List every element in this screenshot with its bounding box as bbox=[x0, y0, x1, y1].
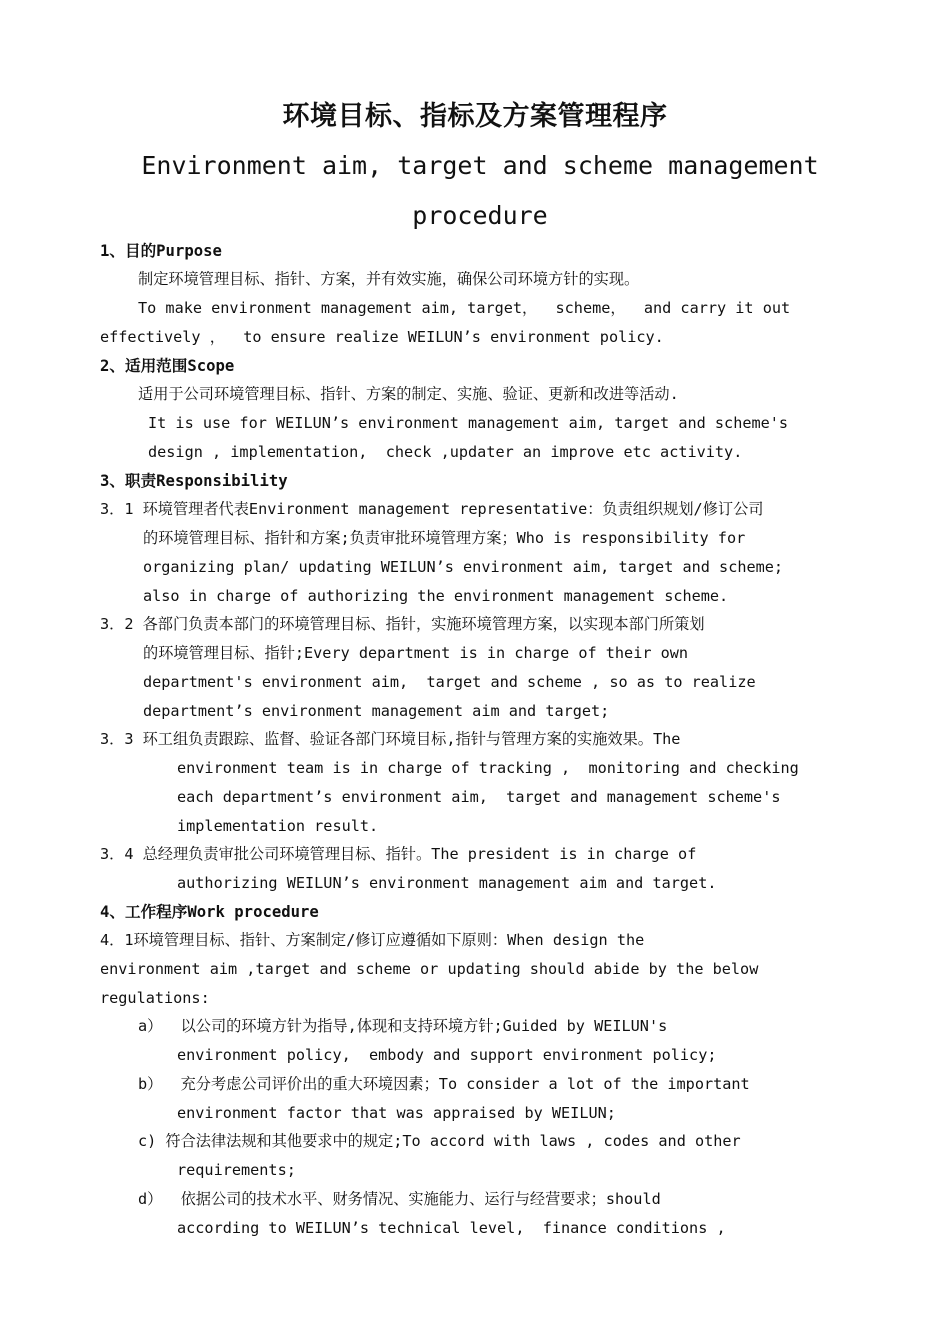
document-title-english-line-2: procedure bbox=[412, 201, 548, 230]
section-4-list-item: b） 充分考虑公司评价出的重大环境因素；To consider a lot of the important bbox=[138, 1075, 750, 1093]
section-3-text: 的环境管理目标、指针和方案;负责审批环境管理方案；Who is responsibility for bbox=[143, 529, 746, 547]
section-3-text: department’s environment management aim and target; bbox=[143, 702, 610, 720]
section-2-text: It is use for WEILUN’s environment management aim, target and scheme's bbox=[148, 414, 789, 432]
section-3-text: also in charge of authorizing the environment management scheme. bbox=[143, 587, 729, 605]
section-4-list-item: a） 以公司的环境方针为指导,体现和支持环境方针;Guided by WEILUN's bbox=[138, 1017, 668, 1035]
section-4-list-item: requirements; bbox=[177, 1161, 296, 1179]
section-1-text: To make environment management aim, target， scheme， and carry it out bbox=[138, 299, 791, 317]
section-4-list-item: according to WEILUN’s technical level, finance conditions , bbox=[177, 1219, 726, 1237]
section-1-text: effectively ， to ensure realize WEILUN’s environment policy. bbox=[100, 328, 664, 346]
document-title-english-line-1: Environment aim, target and scheme management bbox=[141, 151, 819, 180]
section-3-text: each department’s environment aim, target and management scheme's bbox=[177, 788, 781, 806]
section-4-list-item: d） 依据公司的技术水平、财务情况、实施能力、运行与经营要求；should bbox=[138, 1190, 661, 1208]
section-3-text: 3．4 总经理负责审批公司环境管理目标、指针。The president is in charge of bbox=[100, 845, 697, 863]
section-4-list-item: environment factor that was appraised by WEILUN; bbox=[177, 1104, 616, 1122]
section-4-text: regulations: bbox=[100, 989, 210, 1007]
section-2-heading: 2、适用范围Scope bbox=[100, 357, 235, 375]
section-4-list-item: c) 符合法律法规和其他要求中的规定;To accord with laws , codes and other bbox=[138, 1132, 741, 1150]
section-4-text: 4．1环境管理目标、指针、方案制定/修订应遵循如下原则：When design the bbox=[100, 931, 645, 949]
section-3-text: organizing plan/ updating WEILUN’s environment aim, target and scheme; bbox=[143, 558, 784, 576]
section-3-text: department's environment aim, target and scheme , so as to realize bbox=[143, 673, 756, 691]
section-1-heading: 1、目的Purpose bbox=[100, 242, 222, 260]
section-4-heading: 4、工作程序Work procedure bbox=[100, 903, 319, 921]
section-4-text: environment aim ,target and scheme or updating should abide by the below bbox=[100, 960, 759, 978]
section-4-list-item: environment policy, embody and support environment policy; bbox=[177, 1046, 717, 1064]
section-3-text: 3．2 各部门负责本部门的环境管理目标、指针，实施环境管理方案，以实现本部门所策划 bbox=[100, 615, 705, 633]
document-title-chinese: 环境目标、指标及方案管理程序 bbox=[282, 101, 668, 132]
section-3-text: environment team is in charge of tracking , monitoring and checking bbox=[177, 759, 799, 777]
section-1-text: 制定环境管理目标、指针、方案，并有效实施，确保公司环境方针的实现。 bbox=[138, 270, 640, 288]
section-3-text: 3．3 环工组负责跟踪、监督、验证各部门环境目标,指针与管理方案的实施效果。The bbox=[100, 730, 681, 748]
section-3-text: 3．1 环境管理者代表Environment management representative：负责组织规划/修订公司 bbox=[100, 500, 764, 518]
section-3-text: authorizing WEILUN’s environment management aim and target. bbox=[177, 874, 717, 892]
section-3-heading: 3、职责Responsibility bbox=[100, 472, 288, 490]
section-2-text: design , implementation, check ,updater an improve etc activity. bbox=[148, 443, 743, 461]
section-3-text: implementation result. bbox=[177, 817, 379, 835]
section-3-text: 的环境管理目标、指针;Every department is in charge of their own bbox=[143, 644, 689, 662]
section-2-text: 适用于公司环境管理目标、指针、方案的制定、实施、验证、更新和改进等活动. bbox=[138, 385, 679, 403]
